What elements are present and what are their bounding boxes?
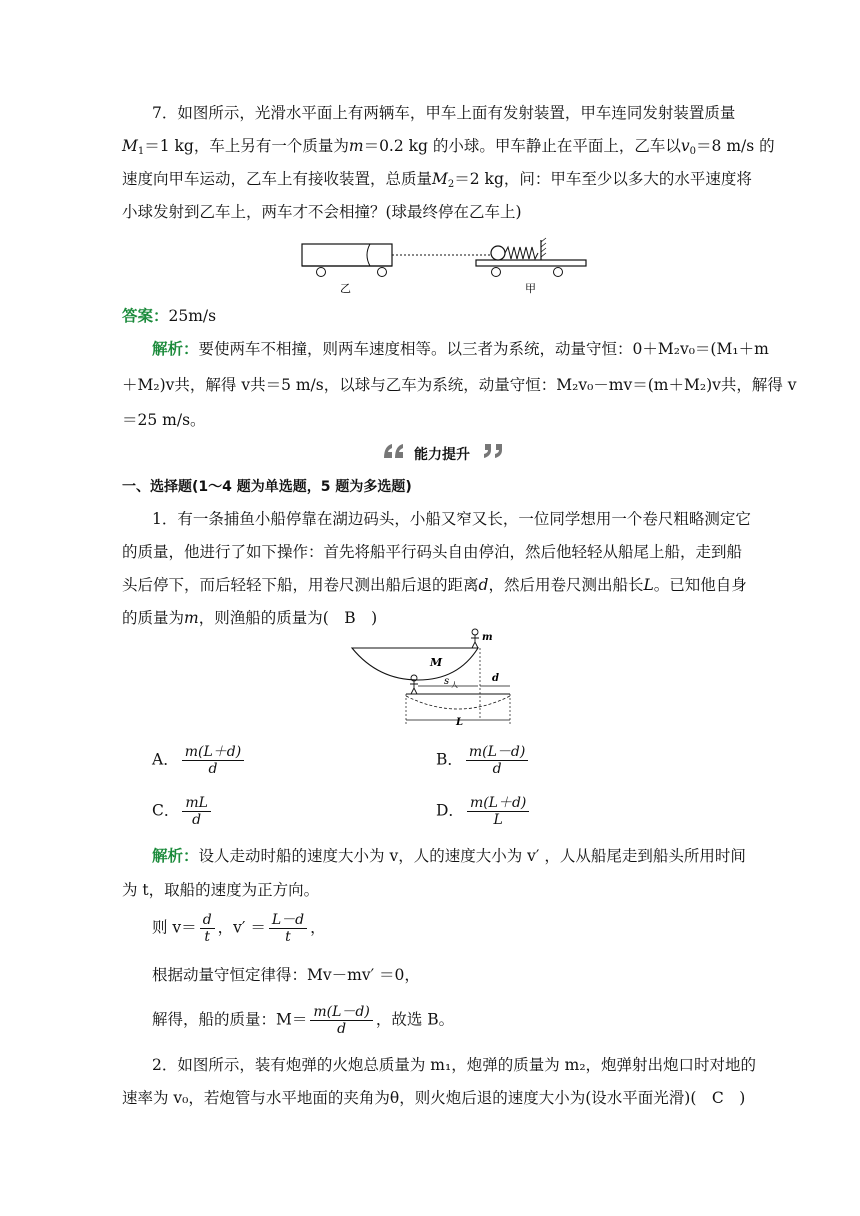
q7-line-3: 速度向甲车运动，乙车上有接收装置，总质量$M_2=2$ kg，问：甲车至少以多大的水平速度将 (122, 170, 752, 190)
quote-open-icon (382, 442, 406, 460)
boat-figure (348, 622, 518, 732)
quote-close-icon (482, 442, 506, 460)
option-c[interactable]: C． $\frac{mL}{d}$ (152, 795, 214, 828)
q2-line-1: 2．如图所示，装有炮弹的火炮总质量为 m₁，炮弹的质量为 m₂，炮弹射出炮口时对地的 (152, 1056, 757, 1074)
section-subtitle: 一、选择题(1～4 题为单选题，5 题为多选题) (122, 479, 412, 495)
q7-line-4: 小球发射到乙车上，两车才不会相撞？(球最终停在乙车上) (122, 203, 522, 221)
option-a[interactable]: A． $\frac{m(L+d)}{d}$ (152, 744, 247, 777)
two-carts-figure (296, 236, 596, 298)
option-d[interactable]: D． $\frac{m(L+d)}{L}$ (436, 795, 532, 828)
q2-line-2: 速率为 v₀，若炮管与水平地面的夹角为θ，则火炮后退的速度大小为(设水平面光滑)( C ) (122, 1089, 746, 1107)
person-distance-label: s (444, 676, 450, 687)
q1-line-2: 的质量，他进行了如下操作：首先将船平行码头自由停泊，然后他轻轻从船尾上船，走到船 (122, 543, 743, 561)
q1-line-1: 1．有一条捕鱼小船停靠在湖边码头，小船又窄又长，一位同学想用一个卷尺粗略测定它 (152, 510, 751, 528)
q1-line-4: 的质量为m，则渔船的质量为( B ) (122, 609, 378, 627)
boat-length-label: L (456, 717, 464, 728)
section-heading (0, 440, 860, 468)
q1-equation-2: 根据动量守恒定律得：Mv－mv′ ＝0， (152, 966, 420, 984)
person-mass-label: m (482, 632, 493, 643)
boat-mass-label: M (430, 656, 443, 669)
boat-distance-label: d (492, 673, 499, 684)
q7-line-1: 7．如图所示，光滑水平面上有两辆车，甲车上面有发射装置，甲车连同发射装置质量 (152, 104, 736, 122)
q7-analysis-line-1: 解析：要使两车不相撞，则两车速度相等。以三者为系统，动量守恒：0＋M₂v₀＝(M₁＋m (152, 339, 769, 358)
section-title: 能力提升 (414, 447, 470, 463)
cart-jia-label: 甲 (525, 282, 536, 295)
option-b[interactable]: B． $\frac{m(L-d)}{d}$ (436, 744, 531, 777)
q7-analysis-line-2: ＋M₂)v共，解得 v共＝5 m/s，以球与乙车为系统，动量守恒：M₂v₀－mv＝(m＋M₂)v共，解得 v (122, 376, 797, 394)
q1-equation-3: 解得，船的质量：M＝ $\frac{m(L-d)}{d}$ ，故选 B。 (152, 1004, 455, 1038)
q7-line-2: $M_1=1$ kg，车上另有一个质量为m＝0.2 kg 的小球。甲车静止在平面上，乙车以$v_0=8$ m/s 的 (122, 137, 775, 157)
q1-equation-1: 则 v＝ $\frac{d}{t}$ ，v′ ＝ $\frac{L-d}{t}$ ， (152, 912, 326, 946)
person-distance-sub: 人 (451, 681, 458, 689)
q1-line-3: 头后停下，而后轻轻下船，用卷尺测出船后退的距离d，然后用卷尺测出船长L。已知他自身 (122, 576, 747, 594)
q7-answer: 答案：25m/s (122, 306, 217, 325)
q7-analysis-line-3: ＝25 m/s。 (122, 411, 206, 429)
q1-analysis-line-2: 为 t，取船的速度为正方向。 (122, 881, 320, 899)
cart-yi-label: 乙 (340, 282, 351, 295)
q1-analysis-line-1: 解析：设人走动时船的速度大小为 v，人的速度大小为 v′ ，人从船尾走到船头所用时间 (152, 846, 746, 865)
